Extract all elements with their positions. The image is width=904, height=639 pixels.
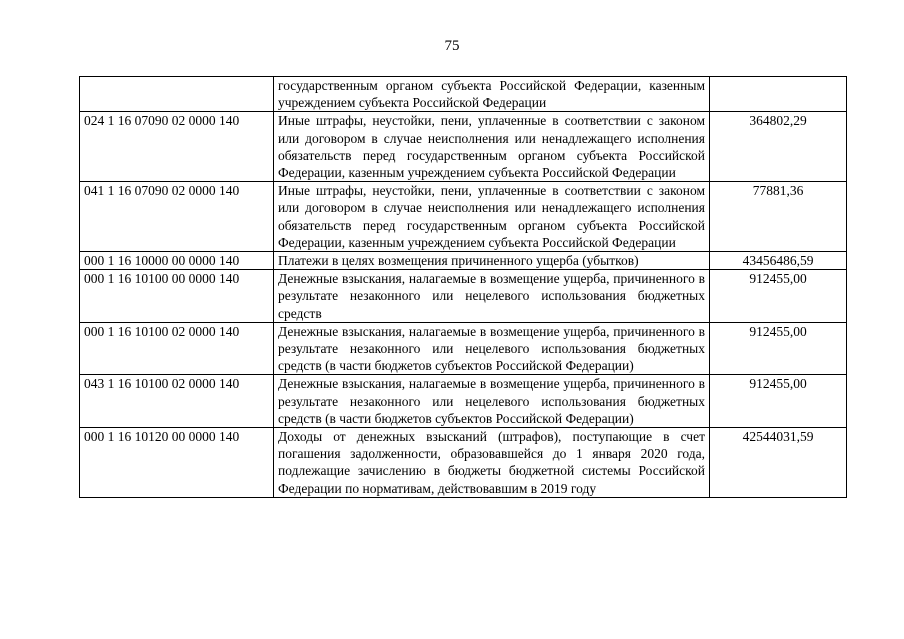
table-row xyxy=(80,252,847,270)
amount-cell: 43456486,59 xyxy=(710,252,847,270)
amount-cell: 364802,29 xyxy=(710,112,847,182)
revenue-name-cell: Доходы от денежных взысканий (штрафов), поступающие в счет погашения задолженности, образовавшейся до 1 января 2020 года, подлежащие зачислению в бюджеты бюджетной системы Российской Федерации по нормативам, действовавшим в 2019 году xyxy=(274,428,710,498)
table-row xyxy=(80,112,847,182)
amount-cell: 912455,00 xyxy=(710,270,847,323)
budget-code-cell: 041 1 16 07090 02 0000 140 xyxy=(80,182,274,252)
amount-cell xyxy=(710,77,847,112)
revenue-name-cell: государственным органом субъекта Российской Федерации, казенным учреждением субъекта Российской Федерации xyxy=(274,77,710,112)
revenue-name-cell: Платежи в целях возмещения причиненного ущерба (убытков) xyxy=(274,252,710,270)
budget-code-cell: 000 1 16 10100 00 0000 140 xyxy=(80,270,274,323)
revenue-table xyxy=(79,76,847,498)
amount-cell: 77881,36 xyxy=(710,182,847,252)
table-row xyxy=(80,375,847,428)
table-row xyxy=(80,270,847,323)
amount-cell: 912455,00 xyxy=(710,375,847,428)
table-row xyxy=(80,77,847,112)
page-number: 75 xyxy=(444,38,460,54)
revenue-name-cell: Денежные взыскания, налагаемые в возмещение ущерба, причиненного в результате незаконного или нецелевого использования бюджетных средств (в части бюджетов субъектов Российской Федерации) xyxy=(274,375,710,428)
table-row xyxy=(80,182,847,252)
revenue-name-cell: Иные штрафы, неустойки, пени, уплаченные в соответствии с законом или договором в случае неисполнения или ненадлежащего исполнения обязательств перед государственным органом субъекта Российской Федерации, казенным учреждением субъекта Российской Федерации xyxy=(274,112,710,182)
revenue-name-cell: Денежные взыскания, налагаемые в возмещение ущерба, причиненного в результате незаконного или нецелевого использования бюджетных средств (в части бюджетов субъектов Российской Федерации) xyxy=(274,322,710,375)
table-row xyxy=(80,322,847,375)
revenue-name-cell: Денежные взыскания, налагаемые в возмещение ущерба, причиненного в результате незаконного или нецелевого использования бюджетных средств xyxy=(274,270,710,323)
budget-code-cell: 024 1 16 07090 02 0000 140 xyxy=(80,112,274,182)
amount-cell: 912455,00 xyxy=(710,322,847,375)
budget-code-cell: 043 1 16 10100 02 0000 140 xyxy=(80,375,274,428)
table-row xyxy=(80,428,847,498)
budget-code-cell: 000 1 16 10120 00 0000 140 xyxy=(80,428,274,498)
budget-code-cell xyxy=(80,77,274,112)
budget-code-cell: 000 1 16 10000 00 0000 140 xyxy=(80,252,274,270)
revenue-name-cell: Иные штрафы, неустойки, пени, уплаченные в соответствии с законом или договором в случае неисполнения или ненадлежащего исполнения обязательств перед государственным органом субъекта Российской Федерации, казенным учреждением субъекта Российской Федерации xyxy=(274,182,710,252)
amount-cell: 42544031,59 xyxy=(710,428,847,498)
budget-code-cell: 000 1 16 10100 02 0000 140 xyxy=(80,322,274,375)
